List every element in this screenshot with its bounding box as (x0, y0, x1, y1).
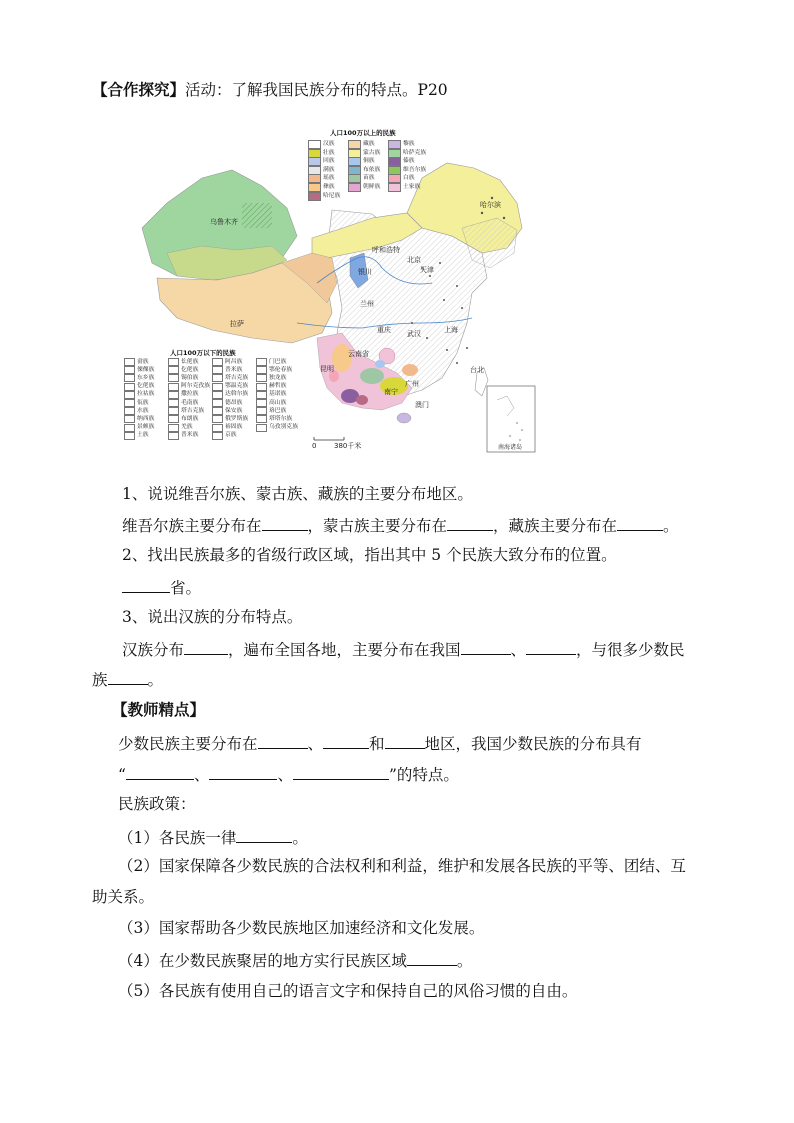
blank-mongol-region[interactable] (447, 514, 493, 531)
legend-small-item (212, 383, 248, 391)
legend-large-item (308, 192, 340, 201)
legend-symbol (212, 374, 223, 382)
legend-small-item (256, 374, 286, 382)
legend-small-item (168, 374, 198, 382)
legend-small-item (256, 424, 298, 432)
policy-3: （3）国家帮助各少数民族地区加速经济和文化发展。 (118, 919, 485, 937)
hainan-island (397, 413, 411, 423)
legend-symbol (212, 432, 223, 440)
legend-large-item (388, 183, 420, 192)
legend-symbol (212, 391, 223, 399)
legend-label: 赫哲族 (269, 383, 287, 390)
legend-small-item (256, 415, 292, 423)
miao-patch (360, 368, 384, 384)
blank-feature-3[interactable] (293, 763, 389, 780)
legend-small-item (168, 432, 198, 440)
legend-small-item (212, 366, 242, 374)
legend-small-item (168, 358, 198, 366)
policy-1 (118, 826, 308, 848)
legend-symbol (256, 415, 267, 423)
blank-feature-2[interactable] (209, 763, 277, 780)
region-label-yunnan: 云南省 (348, 350, 369, 358)
legend-small-item (124, 383, 154, 391)
blank-minority-area-3[interactable] (385, 732, 425, 749)
answer-line-3b (92, 668, 163, 690)
policy-1-end: 。 (292, 829, 308, 847)
legend-label: 珞巴族 (269, 407, 287, 414)
legend-swatch (348, 183, 361, 192)
legend-label: 仡佬族 (181, 366, 199, 373)
teacher-p2-sep2: 、 (277, 766, 293, 784)
legend-symbol (168, 374, 179, 382)
q1-part-4: 。 (663, 517, 679, 535)
legend-symbol (124, 407, 135, 415)
q1-part-2: ，蒙古族主要分布在 (307, 517, 448, 535)
legend-swatch (308, 192, 321, 201)
legend-small-item (168, 415, 198, 423)
teacher-p1-d: 地区，我国少数民族的分布具有 (424, 735, 642, 753)
policy-4-text: （4）在少数民族聚居的地方实行民族区域 (118, 952, 407, 970)
south-china-sea-inset (487, 386, 535, 452)
ethnic-distribution-map (122, 118, 540, 456)
legend-symbol (168, 399, 179, 407)
legend-label: 阿昌族 (225, 358, 243, 365)
inset-label: 南海诸岛 (498, 444, 523, 451)
legend-symbol (124, 399, 135, 407)
city-label-tianjin: 天津 (420, 266, 434, 274)
legend-symbol (212, 415, 223, 423)
legend-label: 畲族 (137, 358, 149, 365)
legend-symbol (124, 432, 135, 440)
legend-label: 纳西族 (137, 415, 155, 422)
yi-patch (332, 344, 352, 372)
policy-2b: 助关系。 (92, 888, 155, 906)
legend-symbol (168, 424, 179, 432)
legend-small-item (256, 383, 286, 391)
legend-symbol (212, 383, 223, 391)
legend-label: 土族 (137, 432, 149, 439)
legend-symbol (256, 407, 267, 415)
hani-patch (356, 395, 368, 405)
city-label-lanzhou: 兰州 (360, 300, 374, 308)
legend-small-item (256, 391, 286, 399)
legend-label: 德昂族 (225, 399, 243, 406)
legend-small-item (124, 415, 154, 423)
legend-label: 彝族 (323, 184, 335, 190)
legend-label: 普米族 (181, 432, 199, 439)
legend-label: 拉祜族 (137, 391, 155, 398)
policy-title: 民族政策： (118, 795, 196, 813)
legend-small-item (212, 391, 248, 399)
legend-label: 白族 (403, 175, 415, 182)
blank-province[interactable] (122, 576, 170, 593)
legend-label: 仫佬族 (181, 358, 199, 365)
legend-small-item (124, 432, 149, 440)
legend-symbol (124, 415, 135, 423)
blank-policy-autonomy[interactable] (407, 949, 457, 966)
legend-small-title: 人口100万以下的民族 (170, 349, 236, 357)
policy-2a: （2）国家保障各少数民族的合法权利和利益，维护和发展各民族的平等、团结、互 (118, 857, 686, 875)
answer-line-1 (122, 514, 679, 536)
legend-symbol (168, 432, 179, 440)
scale-text: 380千米 (334, 442, 362, 450)
city-label-kunming: 昆明 (320, 365, 334, 373)
blank-feature-1[interactable] (126, 763, 194, 780)
city-label-nanning: 南宁 (384, 388, 398, 396)
q3-part-6: 。 (147, 671, 164, 689)
legend-swatch (388, 183, 401, 192)
legend-label: 傈僳族 (137, 366, 155, 373)
city-label-taibei: 台北 (470, 366, 484, 374)
legend-label: 佤族 (137, 399, 149, 406)
legend-symbol (256, 399, 267, 407)
blank-uyghur-region[interactable] (262, 514, 308, 531)
legend-small-item (256, 407, 286, 415)
legend-symbol (212, 407, 223, 415)
legend-label: 藏族 (363, 141, 375, 147)
legend-label: 俄罗斯族 (225, 415, 249, 422)
legend-label: 裕固族 (225, 424, 243, 431)
city-label-guangzhou: 广州 (405, 380, 419, 388)
legend-small-item (256, 358, 286, 366)
teacher-p1-a: 少数民族主要分布在 (118, 735, 258, 753)
legend-small-item (168, 383, 210, 391)
legend-small-item (124, 407, 149, 415)
q2-answer-suffix: 省。 (170, 579, 202, 597)
legend-label: 保安族 (225, 407, 243, 414)
policy-4-end: 。 (456, 952, 473, 970)
teacher-p1-b: 、 (307, 735, 324, 753)
answer-line-2 (122, 576, 201, 598)
teacher-section-title: 【教师精点】 (112, 700, 206, 719)
legend-label: 达斡尔族 (225, 391, 249, 398)
q1-part-3: ，藏族主要分布在 (493, 517, 618, 535)
policy-1-text: （1）各民族一律 (118, 829, 237, 847)
blank-policy-equality[interactable] (236, 826, 292, 843)
legend-small-item (256, 366, 292, 374)
q1-part-1: 维吾尔族主要分布在 (122, 517, 262, 535)
legend-symbol (168, 407, 179, 415)
blank-minority-area-1[interactable] (258, 732, 308, 749)
question-1: 1、说说维吾尔族、蒙古族、藏族的主要分布地区。 (122, 485, 473, 503)
legend-label: 瑶族 (323, 175, 335, 182)
legend-small-item (168, 399, 198, 407)
policy-5: （5）各民族有使用自己的语言文字和保持自己的风俗习惯的自由。 (118, 982, 578, 1000)
legend-label: 回族 (323, 158, 335, 165)
legend-symbol (212, 358, 223, 366)
blank-han-area-2[interactable] (526, 638, 576, 655)
legend-small-item (168, 407, 204, 415)
legend-label: 布朗族 (181, 415, 199, 422)
legend-label: 汉族 (323, 141, 335, 147)
legend-label: 维吾尔族 (403, 166, 427, 173)
legend-small-item (212, 374, 248, 382)
legend-label: 塔吉克族 (225, 374, 249, 381)
legend-symbol (124, 424, 135, 432)
q3-part-1: 汉族分布 (122, 641, 185, 659)
legend-label: 仡佬族 (137, 383, 155, 390)
uyghur-patch (242, 203, 272, 228)
legend-label: 东乡族 (137, 374, 155, 381)
legend-label: 毛南族 (181, 399, 199, 406)
legend-label: 苗族 (363, 175, 375, 182)
heading-bracket-label: 【合作探究】 (92, 80, 186, 99)
question-2: 2、找出民族最多的省级行政区域，指出其中 5 个民族大致分布的位置。 (122, 546, 617, 564)
legend-small-item (124, 374, 154, 382)
legend-small-item (168, 391, 198, 399)
legend-small-item (124, 358, 149, 366)
legend-small-item (256, 399, 286, 407)
legend-label: 朝鲜族 (363, 184, 381, 190)
legend-symbol (124, 383, 135, 391)
legend-label: 哈萨克族 (403, 149, 427, 156)
legend-label: 景颇族 (137, 424, 155, 431)
city-label-yinchuan: 银川 (358, 268, 372, 276)
legend-label: 壮族 (323, 149, 335, 156)
legend-label: 蒙古族 (363, 149, 381, 156)
legend-label: 黎族 (403, 141, 415, 147)
legend-large-title: 人口100万以上的民族 (330, 129, 396, 137)
legend-small-item (124, 391, 154, 399)
legend-label: 独龙族 (269, 374, 287, 381)
answer-line-3 (122, 638, 685, 660)
legend-label: 傣族 (403, 158, 415, 165)
legend-symbol (168, 383, 179, 391)
legend-symbol (212, 424, 223, 432)
legend-label: 门巴族 (269, 358, 287, 365)
city-label-huhehaote: 呼和浩特 (372, 246, 400, 254)
legend-label: 基诺族 (269, 391, 287, 398)
blank-tibetan-region[interactable] (617, 514, 663, 531)
teacher-line-1 (118, 732, 642, 754)
legend-label: 阿尔克孜族 (181, 383, 210, 390)
legend-label: 塔吉克族 (181, 407, 205, 414)
legend-label: 高山族 (269, 399, 287, 406)
q3-part-5: 族 (92, 671, 108, 689)
blank-minority-area-2[interactable] (323, 732, 369, 749)
legend-symbol (256, 424, 267, 432)
city-label-haerbin: 哈尔滨 (480, 201, 501, 209)
legend-label: 水族 (137, 407, 149, 414)
q3-part-4: ，与很多少数民 (576, 641, 685, 659)
blank-han-distribution[interactable] (184, 638, 228, 655)
teacher-p2-open: “ (118, 766, 126, 784)
legend-small-item (212, 432, 237, 440)
legend-label: 满族 (323, 166, 335, 173)
city-label-aomen: 澳门 (415, 401, 429, 409)
city-label-wulumuqi: 乌鲁木齐 (210, 218, 238, 226)
city-label-chongqing: 重庆 (377, 326, 391, 334)
legend-symbol (168, 366, 179, 374)
teacher-line-2 (118, 763, 459, 785)
legend-symbol (212, 399, 223, 407)
question-3: 3、说出汉族的分布特点。 (122, 608, 303, 626)
legend-label: 撒拉族 (181, 391, 199, 398)
legend-symbol (168, 415, 179, 423)
legend-symbol (168, 358, 179, 366)
legend-label: 锡伯族 (181, 374, 199, 381)
legend-label: 羌族 (181, 424, 193, 431)
legend-label: 哈尼族 (323, 192, 341, 199)
legend-symbol (124, 391, 135, 399)
blank-han-area-1[interactable] (461, 638, 511, 655)
legend-symbol (168, 391, 179, 399)
city-label-shanghai: 上海 (444, 326, 458, 334)
legend-label: 布依族 (363, 166, 381, 173)
city-label-wuhan: 武汉 (407, 330, 421, 338)
legend-symbol (256, 358, 267, 366)
policy-4 (118, 949, 472, 971)
city-label-beijing: 北京 (407, 256, 421, 264)
blank-han-relation[interactable] (108, 668, 148, 685)
legend-small-item (168, 424, 193, 432)
legend-symbol (124, 374, 135, 382)
legend-label: 鄂温克族 (225, 383, 249, 390)
legend-small-item (212, 399, 242, 407)
legend-label: 乌孜别克族 (269, 424, 298, 431)
legend-large-item (348, 183, 380, 192)
yao-patch (402, 364, 418, 376)
legend-small-item (124, 424, 154, 432)
teacher-p2-sep1: 、 (193, 766, 210, 784)
legend-label: 塔塔尔族 (269, 415, 293, 422)
heading-text: 活动：了解我国民族分布的特点。P20 (185, 81, 448, 99)
q3-part-2: ，遍布全国各地，主要分布在我国 (228, 641, 461, 659)
legend-label: 土家族 (403, 184, 421, 190)
legend-symbol (256, 391, 267, 399)
legend-small-item (124, 366, 154, 374)
legend-label: 普米族 (225, 366, 243, 373)
dong-patch (375, 360, 385, 368)
legend-symbol (124, 358, 135, 366)
legend-small-item (212, 415, 248, 423)
legend-small-item (212, 358, 242, 366)
legend-label: 侗族 (363, 158, 375, 165)
legend-small-item (212, 424, 242, 432)
legend-small-item (212, 407, 242, 415)
legend-symbol (256, 374, 267, 382)
legend-label: 京族 (225, 432, 237, 439)
scale-zero: 0 (312, 442, 317, 450)
q3-part-3: 、 (510, 641, 527, 659)
legend-symbol (212, 366, 223, 374)
legend-symbol (256, 383, 267, 391)
teacher-p2-close: ”的特点。 (388, 766, 459, 784)
city-label-lasa: 拉萨 (230, 320, 244, 328)
teacher-p1-c: 和 (369, 735, 385, 753)
legend-symbol (124, 366, 135, 374)
legend-label: 鄂伦春族 (269, 366, 293, 373)
activity-heading (92, 80, 448, 100)
legend-small-item (124, 399, 149, 407)
legend-symbol (256, 366, 267, 374)
legend-small-item (168, 366, 198, 374)
